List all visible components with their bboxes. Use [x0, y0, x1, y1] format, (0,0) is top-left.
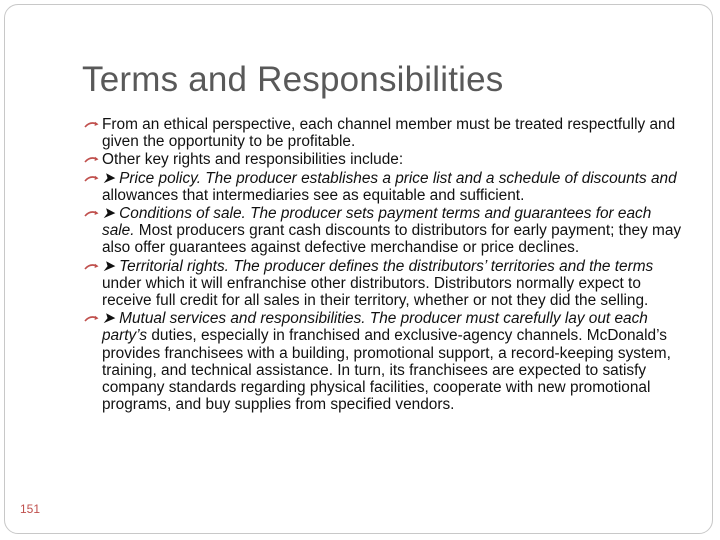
curved-arrow-icon	[84, 315, 100, 323]
list-item	[84, 116, 684, 150]
page-number: 151	[20, 502, 41, 516]
list-item	[84, 170, 684, 204]
bullet-text: From an ethical perspective, each channel member must be treated respectfully and given the opportunity to be profitable.	[102, 116, 676, 151]
curved-arrow-icon	[84, 210, 100, 218]
slide-title: Terms and Responsibilities	[82, 60, 504, 99]
list-item	[84, 310, 684, 413]
curved-arrow-icon	[84, 175, 100, 183]
bullet-text: Other key rights and responsibilities include:	[102, 151, 404, 169]
list-item	[84, 205, 684, 257]
bullet-text: Most producers grant cash discounts to distributors for early payment; they may also offer guarantees against defective merchandise or price declines.	[102, 222, 682, 257]
curved-arrow-icon	[84, 156, 100, 164]
bullet-text: duties, especially in franchised and exclusive-agency channels. McDonald’s provides franchisees with a building, promotional support, a record-keeping system, training, and technical assistance. In turn, its franchisees are expected to satisfy company standards regarding physical facilities, cooperate with new promotional programs, and buy supplies from specified vendors.	[102, 327, 671, 414]
bullet-text: allowances that intermediaries see as equitable and sufficient.	[102, 186, 525, 204]
curved-arrow-icon	[84, 121, 100, 129]
bullet-italic-text: ➤ Price policy. The producer establishes a price list and a schedule of discounts and	[102, 169, 677, 187]
bullet-list	[84, 116, 684, 414]
list-item	[84, 258, 684, 310]
list-item	[84, 151, 684, 168]
bullet-text: under which it will enfranchise other distributors. Distributors normally expect to receive full credit for all sales in their territory, whether or not they did the selling.	[102, 274, 649, 310]
bullet-italic-text: ➤ Mutual services and responsibilities. The producer must carefully lay out each party’s	[102, 310, 648, 345]
curved-arrow-icon	[84, 263, 100, 271]
bullet-italic-text: ➤ Territorial rights. The producer defines the distributors’ territories and the terms	[102, 257, 654, 275]
bullet-italic-text: ➤ Conditions of sale. The producer sets payment terms and guarantees for each sale.	[102, 205, 652, 240]
